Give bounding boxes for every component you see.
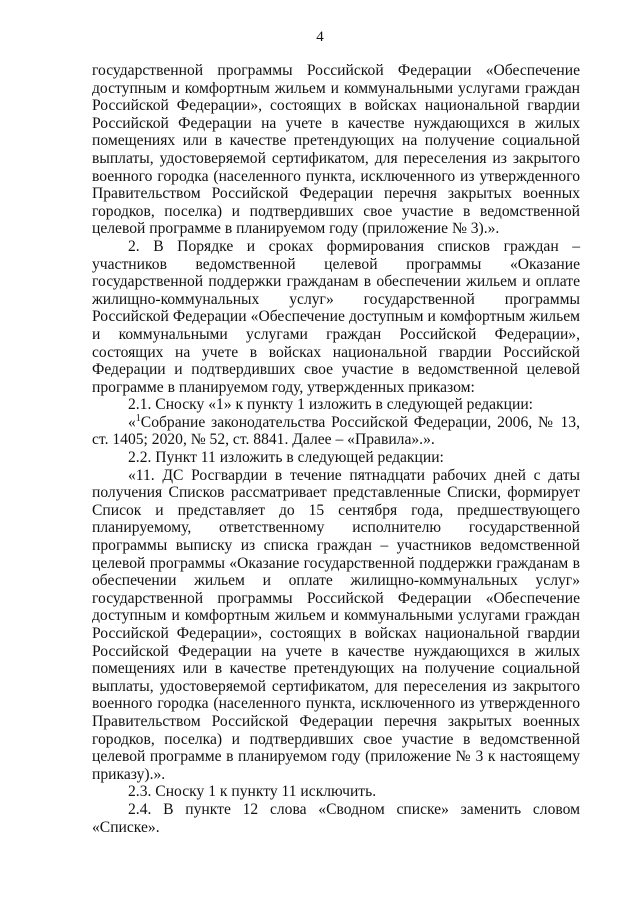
paragraph-item-2: 2. В Порядке и сроках формирования списков граждан – участников ведомственной целевой программы «Оказание государственной поддержки гражданам в обеспечении жильем и оплате жилищно-коммунальных услуг» государственной программы Российской Федерации «Обеспечение доступным и комфортным жильем и коммунальными услугами граждан Российской Федерации», состоящих на учете в войсках национальной гвардии Российской Федерации и подтвердивших свое участие в ведомственной целевой программе в планируемом году, утвержденных приказом:	[92, 237, 580, 396]
footnote-open-quote: «	[128, 413, 136, 431]
paragraph-footnote-text	[92, 414, 580, 449]
paragraph-item-2-2: 2.2. Пункт 11 изложить в следующей редакции:	[128, 449, 444, 467]
page-number: 4	[316, 29, 324, 45]
footnote-body: Собрание законодательства Российской Федерации, 2006, № 13, ст. 1405; 2020, № 52, ст. 8841. Далее – «Правила».».	[92, 413, 580, 449]
paragraph-item-11-text: «11. ДС Росгвардии в течение пятнадцати рабочих дней с даты получения Списков рассматривает представленные Списки, формирует Список и представляет до 15 сентября года, предшествующего планируемому, ответственному исполнителю государственной программы выписку из списка граждан – участников ведомственной целевой программы «Оказание государственной поддержки гражданам в обеспечении жильем и оплате жилищно-коммунальных услуг» государственной программы Российской Федерации «Обеспечение доступным и комфортным жильем и коммунальными услугами граждан Российской Федерации», состоящих в войсках национальной гвардии Российской Федерации на учете в качестве нуждающихся в жилых помещениях или в качестве претендующих на получение социальной выплаты, удостоверяемой сертификатом, для переселения из закрытого военного городка (населенного пункта, исключенного из утвержденного Правительством Российской Федерации перечня закрытых военных городков, поселка) и подтвердивших свое участие в ведомственной целевой программе в планируемом году (приложение № 3 к настоящему приказу).».	[92, 466, 580, 783]
paragraph-item-2-1: 2.1. Сноску «1» к пункту 1 изложить в следующей редакции:	[128, 396, 533, 414]
document-body	[92, 62, 580, 836]
footnote-marker: 1	[135, 412, 141, 424]
paragraph-item-2-4: 2.4. В пункте 12 слова «Сводном списке» заменить словом «Списке».	[92, 800, 580, 836]
paragraph-item-2-3: 2.3. Сноску 1 к пункту 11 исключить.	[128, 783, 377, 801]
paragraph-continuation: государственной программы Российской Федерации «Обеспечение доступным и комфортным жильем и коммунальными услугами граждан Российской Федерации», состоящих в войсках национальной гвардии Российской Федерации на учете в качестве нуждающихся в жилых помещениях или в качестве претендующих на получение социальной выплаты, удостоверяемой сертификатом, для переселения из закрытого военного городка (населенного пункта, исключенного из утвержденного Правительством Российской Федерации перечня закрытых военных городков, поселка) и подтвердивших свое участие в ведомственной целевой программе в планируемом году (приложение № 3).».	[92, 62, 580, 238]
